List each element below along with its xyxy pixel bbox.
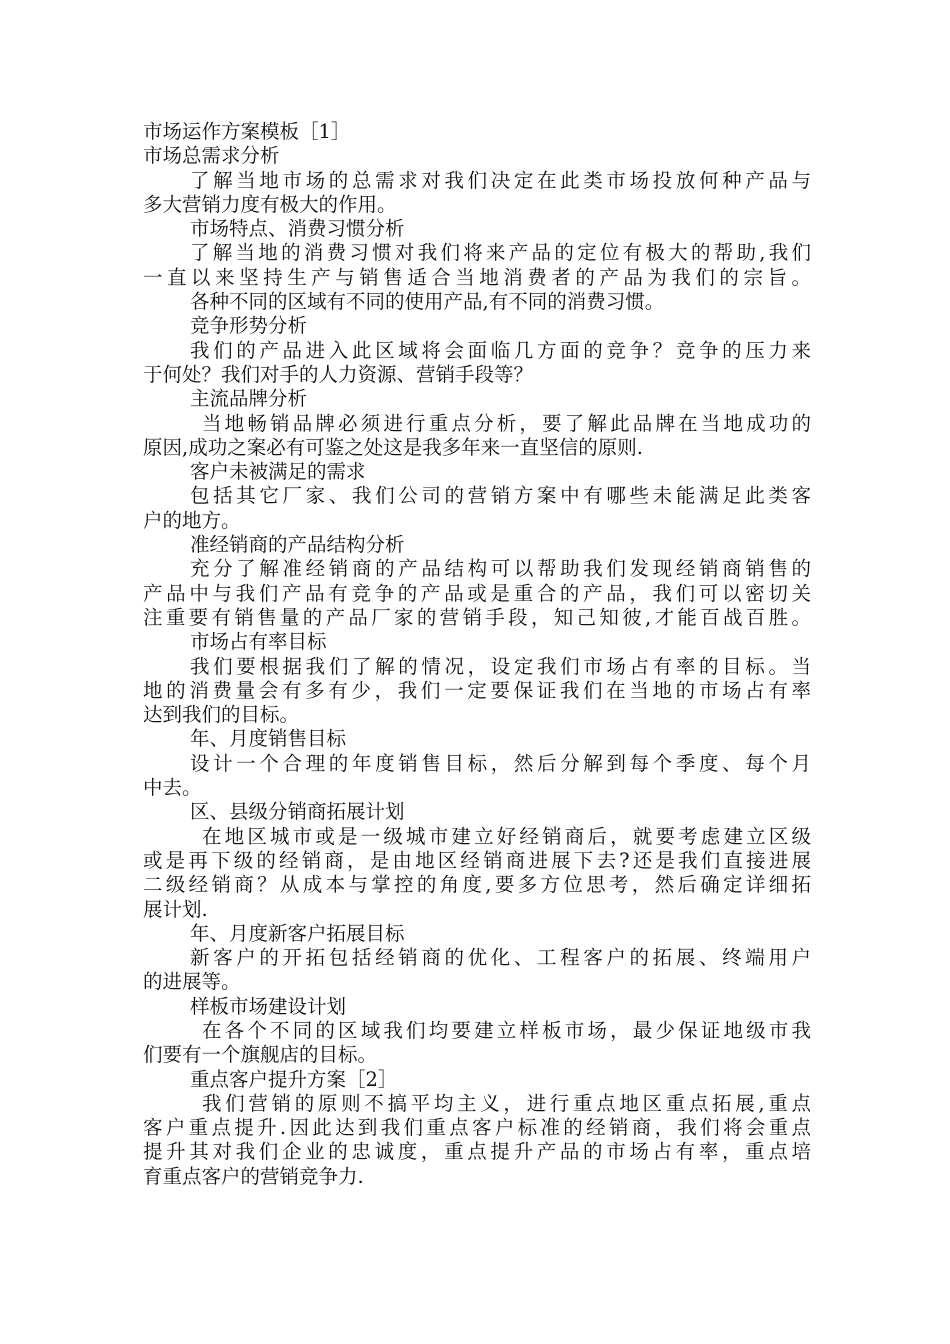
document-text-line: 地的消费量会有多有少，我们一定要保证我们在当地的市场占有率 xyxy=(143,678,811,702)
document-text-line: 原因,成功之案必有可鉴之处这是我多年来一直坚信的原则. xyxy=(143,435,643,459)
document-text-line: 市场特点、消费习惯分析 xyxy=(190,217,405,241)
document-text-line: 在各个不同的区域我们均要建立样板市场，最少保证地级市我 xyxy=(202,1018,811,1042)
document-text-line: 区、县级分销商拓展计划 xyxy=(190,800,405,824)
document-text-line: 在地区城市或是一级城市建立好经销商后，就要考虑建立区级 xyxy=(202,824,811,848)
document-text-line: 竞争形势分析 xyxy=(190,314,308,338)
document-text-line: 一直以来坚持生产与销售适合当地消费者的产品为我们的宗旨。 xyxy=(143,265,811,289)
document-text-line: 育重点客户的营销竞争力. xyxy=(143,1164,364,1188)
document-text-line: 市场占有率目标 xyxy=(190,630,327,654)
document-text-line: 准经销商的产品结构分析 xyxy=(190,533,405,557)
document-text-line: 包括其它厂家、我们公司的营销方案中有哪些未能满足此类客 xyxy=(190,484,811,508)
document-text-line: 年、月度新客户拓展目标 xyxy=(190,921,405,945)
document-body xyxy=(143,120,811,1189)
document-text-line: 展计划. xyxy=(143,897,208,921)
document-text-line: 重点客户提升方案［2］ xyxy=(190,1067,398,1091)
document-text-line: 的进展等。 xyxy=(143,970,241,994)
document-text-line: 或是再下级的经销商，是由地区经销商进展下去?还是我们直接进展 xyxy=(143,848,811,872)
document-text-line: 市场总需求分析 xyxy=(143,144,280,168)
document-text-line: 了解当地市场的总需求对我们决定在此类市场投放何种产品与 xyxy=(190,168,811,192)
document-text-line: 产品中与我们产品有竞争的产品或是重合的产品，我们可以密切关 xyxy=(143,581,811,605)
document-text-line: 样板市场建设计划 xyxy=(190,994,347,1018)
document-text-line: 我们营销的原则不搞平均主义，进行重点地区重点拓展,重点 xyxy=(202,1091,811,1115)
document-text-line: 们要有一个旗舰店的目标。 xyxy=(143,1043,378,1067)
document-text-line: 二级经销商？从成本与掌控的角度,要多方位思考，然后确定详细拓 xyxy=(143,873,811,897)
document-text-line: 设计一个合理的年度销售目标，然后分解到每个季度、每个月 xyxy=(190,751,811,775)
document-text-line: 我们的产品进入此区域将会面临几方面的竞争？竞争的压力来 xyxy=(190,338,811,362)
document-text-line: 了解当地的消费习惯对我们将来产品的定位有极大的帮助,我们 xyxy=(190,241,811,265)
document-text-line: 各种不同的区域有不同的使用产品,有不同的消费习惯。 xyxy=(190,290,665,314)
document-text-line: 提升其对我们企业的忠诚度，重点提升产品的市场占有率，重点培 xyxy=(143,1140,811,1164)
document-text-line: 市场运作方案模板［1］ xyxy=(143,120,351,143)
document-text-line: 多大营销力度有极大的作用。 xyxy=(143,192,397,216)
document-text-line: 我们要根据我们了解的情况，设定我们市场占有率的目标。当 xyxy=(190,654,811,678)
document-text-line: 户的地方。 xyxy=(143,508,241,532)
document-text-line: 达到我们的目标。 xyxy=(143,703,300,727)
document-text-line: 中去。 xyxy=(143,776,202,800)
document-text-line: 当地畅销品牌必须进行重点分析，要了解此品牌在当地成功的 xyxy=(202,411,811,435)
document-text-line: 新客户的开拓包括经销商的优化、工程客户的拓展、终端用户 xyxy=(190,946,811,970)
document-text-line: 注重要有销售量的产品厂家的营销手段，知己知彼,才能百战百胜。 xyxy=(143,605,811,629)
document-text-line: 年、月度销售目标 xyxy=(190,727,347,751)
document-text-line: 充分了解准经销商的产品结构可以帮助我们发现经销商销售的 xyxy=(190,557,811,581)
document-text-line: 客户重点提升.因此达到我们重点客户标准的经销商，我们将会重点 xyxy=(143,1116,811,1140)
document-text-line: 客户未被满足的需求 xyxy=(190,460,366,484)
document-text-line: 主流品牌分析 xyxy=(190,387,308,411)
document-text-line: 于何处？我们对手的人力资源、营销手段等？ xyxy=(143,362,534,386)
